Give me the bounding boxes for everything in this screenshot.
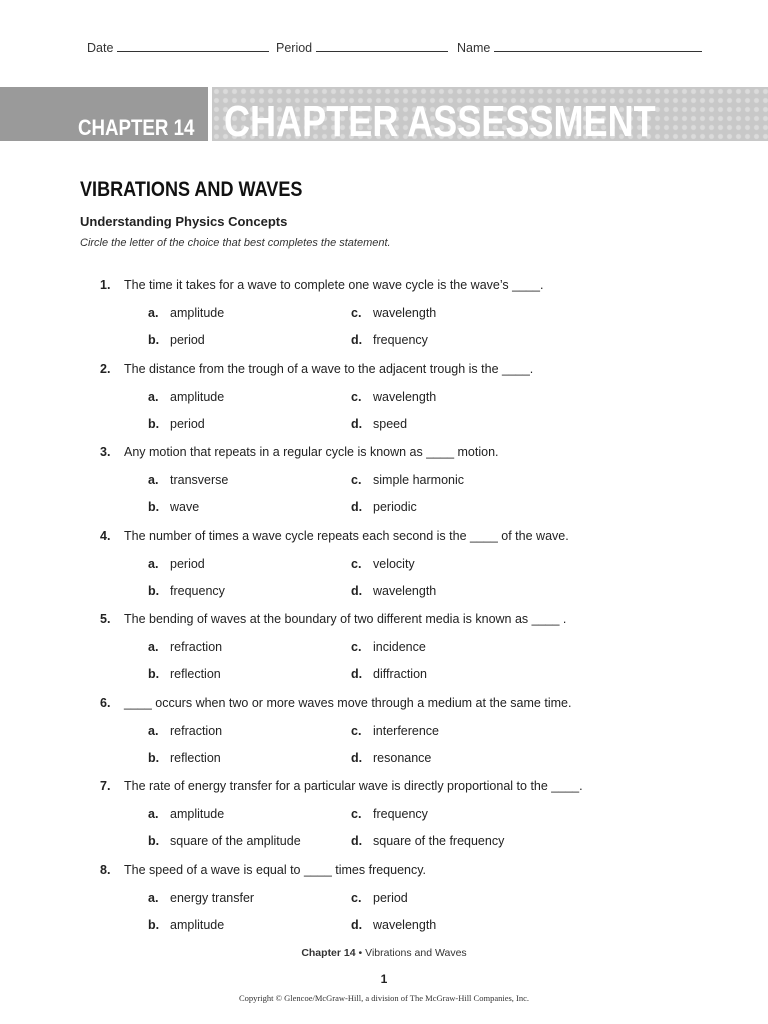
choice-text: wavelength <box>373 306 437 320</box>
question-number: 6. <box>100 695 111 710</box>
choice-text: wave <box>170 500 200 514</box>
question-text: The rate of energy transfer for a particular wave is directly proportional to the ____. <box>124 779 583 793</box>
choice-letter[interactable]: a. <box>148 723 159 738</box>
choice-letter[interactable]: c. <box>351 556 362 571</box>
choice-text: amplitude <box>170 306 225 320</box>
question-text: The speed of a wave is equal to ____ times frequency. <box>124 862 427 877</box>
chapter-number: CHAPTER 14 <box>78 115 195 140</box>
answer-choice[interactable] <box>148 807 224 821</box>
question-text: ____ occurs when two or more waves move through a medium at the same time. <box>124 695 572 710</box>
choice-text: simple harmonic <box>373 473 465 487</box>
answer-choice[interactable] <box>351 751 431 765</box>
question-text: Any motion that repeats in a regular cycle is known as ____ motion. <box>124 445 499 459</box>
answer-choice[interactable] <box>148 640 222 654</box>
choice-text: diffraction <box>373 667 427 681</box>
banner-title: CHAPTER ASSESSMENT <box>224 97 656 141</box>
choice-letter[interactable]: c. <box>351 723 362 738</box>
question-number: 5. <box>100 612 111 626</box>
choice-letter[interactable]: b. <box>148 500 160 514</box>
answer-choice[interactable] <box>148 891 254 905</box>
choice-text: period <box>170 333 205 347</box>
choice-text: period <box>170 556 205 571</box>
answer-choice[interactable] <box>351 584 436 598</box>
footer-bullet: • <box>358 947 363 959</box>
answer-choice[interactable] <box>148 473 228 487</box>
answer-choice[interactable] <box>351 390 436 404</box>
instructions: Circle the letter of the choice that best completes the statement. <box>80 237 391 249</box>
period-field[interactable] <box>276 40 448 55</box>
choice-text: reflection <box>170 750 221 765</box>
footer-chapter: Chapter 14 <box>301 947 356 959</box>
name-line[interactable] <box>494 40 702 52</box>
page-number: 1 <box>380 972 388 986</box>
choice-letter[interactable]: a. <box>148 807 159 821</box>
choice-letter[interactable]: c. <box>351 640 362 654</box>
choice-letter[interactable]: a. <box>148 306 159 320</box>
choice-text: interference <box>373 723 440 738</box>
question-number: 3. <box>100 445 111 459</box>
answer-choice[interactable] <box>351 500 417 514</box>
answer-choice[interactable] <box>148 557 205 571</box>
answer-choice[interactable] <box>148 751 221 765</box>
question-text: The time it takes for a wave to complete one wave cycle is the wave’s ____. <box>124 278 544 292</box>
choice-letter[interactable]: b. <box>148 750 160 765</box>
answer-choice[interactable] <box>351 557 415 571</box>
choice-text: wavelength <box>373 917 437 932</box>
choice-text: reflection <box>170 667 221 681</box>
answer-choice[interactable] <box>351 306 436 320</box>
question-number: 7. <box>100 779 111 793</box>
section-subhead: Understanding Physics Concepts <box>80 214 288 229</box>
answer-choice[interactable] <box>148 584 225 598</box>
choice-letter[interactable]: d. <box>351 500 363 514</box>
choice-letter[interactable]: d. <box>351 333 363 347</box>
question-number: 2. <box>100 361 111 376</box>
choice-text: velocity <box>373 556 415 571</box>
choice-text: period <box>373 890 408 905</box>
period-label: Period <box>276 41 313 55</box>
choice-letter[interactable]: d. <box>351 750 363 765</box>
choice-letter[interactable]: b. <box>148 917 160 932</box>
choice-text: amplitude <box>170 807 225 821</box>
choice-text: resonance <box>373 750 432 765</box>
answer-choice[interactable] <box>148 500 199 514</box>
choice-text: incidence <box>373 640 426 654</box>
choice-letter[interactable]: a. <box>148 473 159 487</box>
choice-letter[interactable]: c. <box>351 890 362 905</box>
choice-letter[interactable]: b. <box>148 834 160 848</box>
answer-choice[interactable] <box>351 640 426 654</box>
choice-text: wavelength <box>373 583 437 598</box>
page-footer <box>0 947 768 959</box>
answer-choice[interactable] <box>148 306 224 320</box>
question-number: 8. <box>100 862 111 877</box>
answer-choice[interactable] <box>148 390 224 404</box>
answer-choice[interactable] <box>148 333 205 347</box>
question-number: 1. <box>100 278 111 292</box>
choice-letter[interactable]: d. <box>351 917 363 932</box>
choice-letter[interactable]: d. <box>351 583 363 598</box>
choice-letter[interactable]: c. <box>351 807 362 821</box>
answer-choice[interactable] <box>351 891 408 905</box>
choice-letter[interactable]: b. <box>148 416 160 431</box>
choice-text: square of the amplitude <box>170 834 301 848</box>
question-text: The bending of waves at the boundary of two different media is known as ____ . <box>124 612 567 626</box>
chapter-banner <box>0 87 768 141</box>
choice-letter[interactable]: a. <box>148 556 159 571</box>
choice-text: frequency <box>170 583 225 598</box>
choice-text: refraction <box>170 640 223 654</box>
answer-choice[interactable] <box>148 834 301 848</box>
choice-text: periodic <box>373 500 417 514</box>
choice-text: energy transfer <box>170 890 255 905</box>
choice-letter[interactable]: c. <box>351 306 362 320</box>
choice-letter[interactable]: a. <box>148 640 159 654</box>
copyright-notice: Copyright © Glencoe/McGraw-Hill, a division of The McGraw-Hill Companies, Inc. <box>238 993 530 1003</box>
question-number: 4. <box>100 528 111 543</box>
choice-text: wavelength <box>373 389 437 404</box>
answer-choice[interactable] <box>351 724 439 738</box>
choice-text: period <box>170 416 205 431</box>
answer-choice[interactable] <box>351 918 436 932</box>
choice-letter[interactable]: b. <box>148 333 160 347</box>
footer-topic: Vibrations and Waves <box>365 947 467 959</box>
answer-choice[interactable] <box>351 473 464 487</box>
choice-letter[interactable]: a. <box>148 389 159 404</box>
answer-choice[interactable] <box>351 807 428 821</box>
choice-letter[interactable]: c. <box>351 389 362 404</box>
name-label: Name <box>457 41 491 55</box>
choice-text: transverse <box>170 473 229 487</box>
answer-choice[interactable] <box>351 333 428 347</box>
answer-choice[interactable] <box>148 724 222 738</box>
choice-text: speed <box>373 416 408 431</box>
question-text: The number of times a wave cycle repeats each second is the ____ of the wave. <box>124 528 569 543</box>
choice-letter[interactable]: d. <box>351 834 363 848</box>
choice-letter[interactable]: b. <box>148 667 160 681</box>
choice-letter[interactable]: c. <box>351 473 362 487</box>
date-field[interactable] <box>87 40 269 55</box>
answer-choice[interactable] <box>351 834 504 848</box>
choice-text: amplitude <box>170 917 225 932</box>
choice-text: refraction <box>170 723 223 738</box>
answer-choice[interactable] <box>148 667 221 681</box>
choice-letter[interactable]: d. <box>351 416 363 431</box>
choice-letter[interactable]: b. <box>148 583 160 598</box>
choice-text: amplitude <box>170 389 225 404</box>
period-line[interactable] <box>316 40 448 52</box>
answer-choice[interactable] <box>351 417 407 431</box>
choice-letter[interactable]: d. <box>351 667 363 681</box>
date-line[interactable] <box>117 40 269 52</box>
choice-letter[interactable]: a. <box>148 890 159 905</box>
student-info-fields <box>0 38 768 62</box>
choice-text: frequency <box>373 333 428 347</box>
name-field[interactable] <box>457 40 702 55</box>
choice-text: frequency <box>373 807 428 821</box>
answer-choice[interactable] <box>351 667 427 681</box>
question-text: The distance from the trough of a wave to the adjacent trough is the ____. <box>124 361 534 376</box>
answer-choice[interactable] <box>148 918 224 932</box>
section-title: VIBRATIONS AND WAVES <box>80 178 303 201</box>
date-label: Date <box>87 41 114 55</box>
choice-text: square of the frequency <box>373 834 505 848</box>
answer-choice[interactable] <box>148 417 205 431</box>
